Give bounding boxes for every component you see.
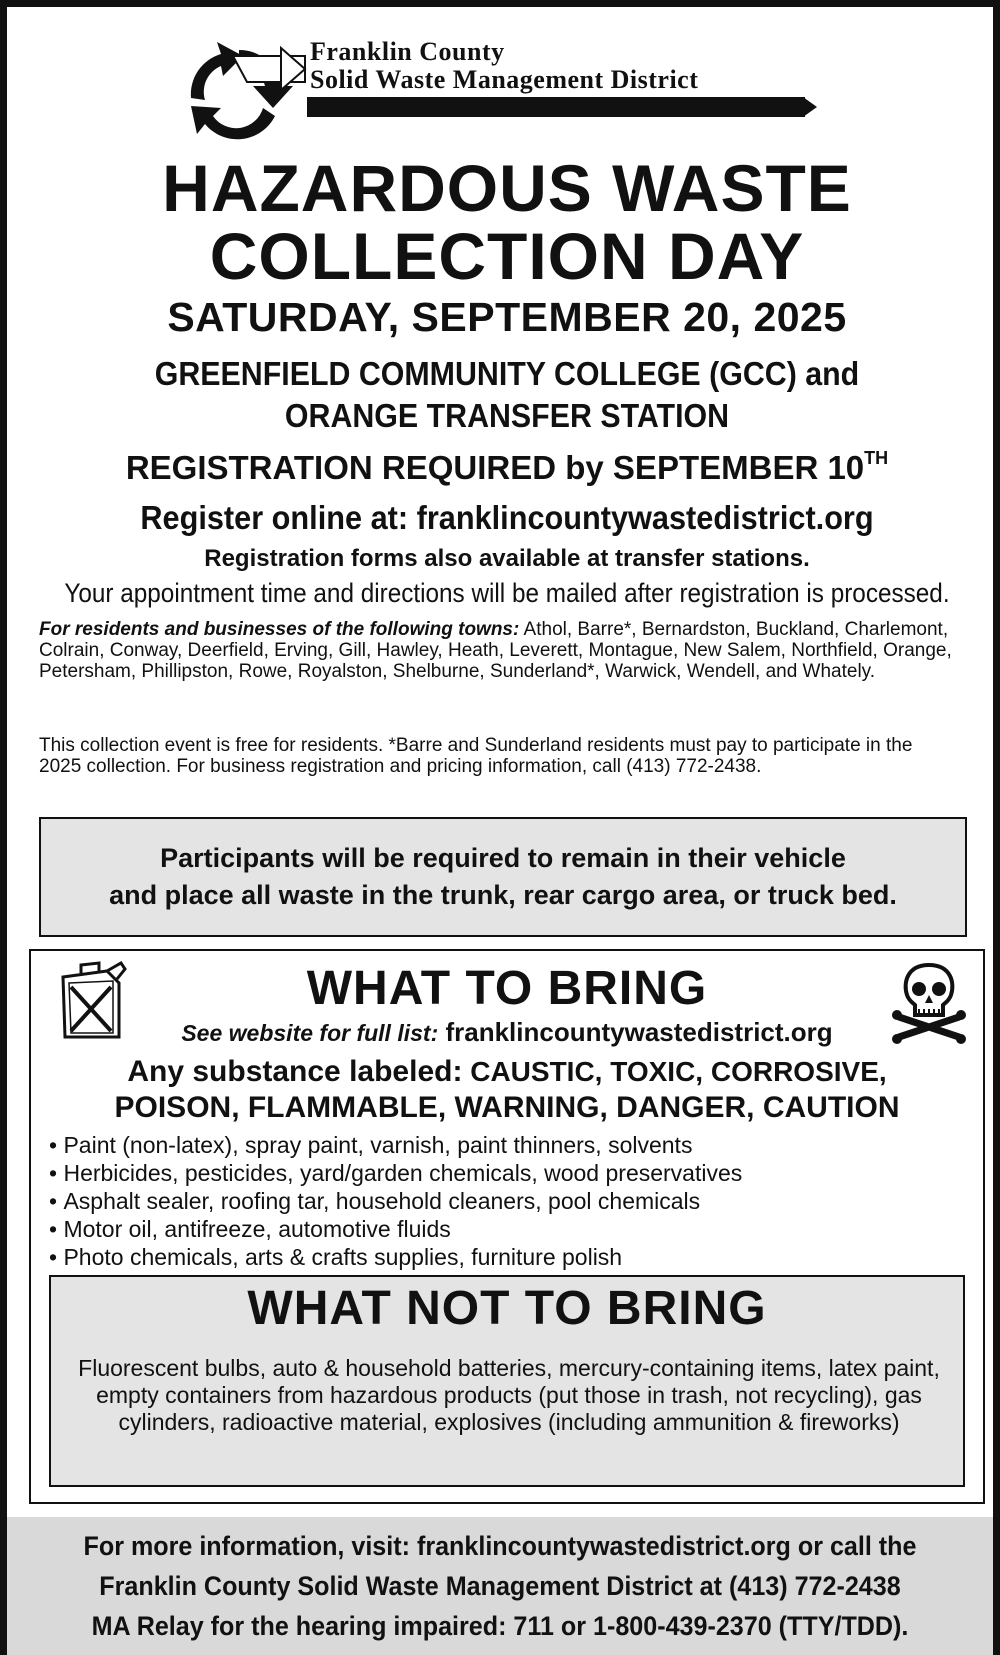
substance-labels-lead: Any substance labeled: xyxy=(127,1055,463,1088)
list-item: • Motor oil, antifreeze, automotive fluids xyxy=(49,1215,742,1243)
website-lead: See website for full list: xyxy=(181,1020,439,1046)
title-line-2: COLLECTION DAY xyxy=(209,219,805,293)
footer-line-3: MA Relay for the hearing impaired: 711 or 1-800-439-2370 (TTY/TDD). xyxy=(91,1611,909,1641)
district-logo xyxy=(177,37,837,147)
register-online: Register online at: franklincountywastedistrict.org xyxy=(140,499,874,536)
footer-line-2: Franklin County Solid Waste Management District at (413) 772-2438 xyxy=(99,1571,901,1601)
list-item: • Paint (non-latex), spray paint, varnish, paint thinners, solvents xyxy=(49,1131,742,1159)
what-to-bring-box xyxy=(29,949,985,1504)
what-not-to-bring-box xyxy=(49,1275,965,1487)
event-date: SATURDAY, SEPTEMBER 20, 2025 xyxy=(167,294,847,340)
substance-labels-caps: CAUSTIC, TOXIC, CORROSIVE, xyxy=(462,1056,887,1087)
logo-bar-tip xyxy=(803,97,817,117)
towns-list: Athol, Barre*, Bernardston, Buckland, Charlemont, Colrain, Conway, Deerfield, Erving, Gill, Hawley, Heath, Leverett, Montague, New Salem, Northfield, Orange, Petersham, Phillipston, Rowe, Royalston, Shelburne, Sunderland*, Warwick, Wendell, and Whately. xyxy=(39,619,952,682)
list-item: • Photo chemicals, arts & crafts supplies, furniture polish xyxy=(49,1243,742,1271)
footer-line-1: For more information, visit: franklincountywastedistrict.org or call the xyxy=(83,1531,917,1561)
what-to-bring-list xyxy=(49,1131,742,1271)
registration-deadline-text: REGISTRATION REQUIRED by SEPTEMBER 10 xyxy=(125,449,865,486)
recycle-arrows-icon xyxy=(177,42,307,142)
registration-deadline xyxy=(7,448,1000,486)
substance-labels-line-2: POISON, FLAMMABLE, WARNING, DANGER, CAUTION xyxy=(114,1091,900,1124)
what-to-bring-website xyxy=(31,1019,983,1045)
logo-bar xyxy=(307,97,805,117)
what-to-bring-title: WHAT TO BRING xyxy=(306,962,708,1015)
registration-deadline-suffix: TH xyxy=(864,448,889,468)
logo-line-2: Solid Waste Management District xyxy=(310,65,699,94)
vehicle-notice-line-2: and place all waste in the trunk, rear cargo area, or truck bed. xyxy=(109,880,897,910)
website-url: franklincountywastedistrict.org xyxy=(438,1017,833,1047)
towns-lead: For residents and businesses of the following towns: xyxy=(39,619,520,640)
list-item: • Asphalt sealer, roofing tar, household cleaners, pool chemicals xyxy=(49,1187,742,1215)
title-line-1: HAZARDOUS WASTE xyxy=(162,151,852,225)
footer xyxy=(7,1517,993,1655)
appointment-note: Your appointment time and directions will be mailed after registration is processed. xyxy=(64,578,950,608)
registration-forms: Registration forms also available at transfer stations. xyxy=(204,545,810,572)
what-not-to-bring-text: Fluorescent bulbs, auto & household batteries, mercury-containing items, latex paint, empty containers from hazardous products (put those in trash, not recycling), gas cylinders, radioactive material, explosives (including ammunition & fireworks) xyxy=(78,1355,940,1435)
towns-paragraph xyxy=(39,619,959,682)
what-not-to-bring-title: WHAT NOT TO BRING xyxy=(247,1282,767,1335)
vehicle-notice-box xyxy=(39,817,967,937)
location-line-1: GREENFIELD COMMUNITY COLLEGE (GCC) and xyxy=(154,355,860,392)
free-note: This collection event is free for residents. *Barre and Sunderland residents must pay to participate in the 2025 collection. For business registration and pricing information, call (413) 772-2438. xyxy=(39,735,913,777)
substance-labels-line-1 xyxy=(31,1057,983,1087)
location-line-2: ORANGE TRANSFER STATION xyxy=(284,397,730,434)
vehicle-notice-line-1: Participants will be required to remain in their vehicle xyxy=(160,843,846,873)
list-item: • Herbicides, pesticides, yard/garden chemicals, wood preservatives xyxy=(49,1159,742,1187)
logo-line-1: Franklin County xyxy=(310,37,505,66)
